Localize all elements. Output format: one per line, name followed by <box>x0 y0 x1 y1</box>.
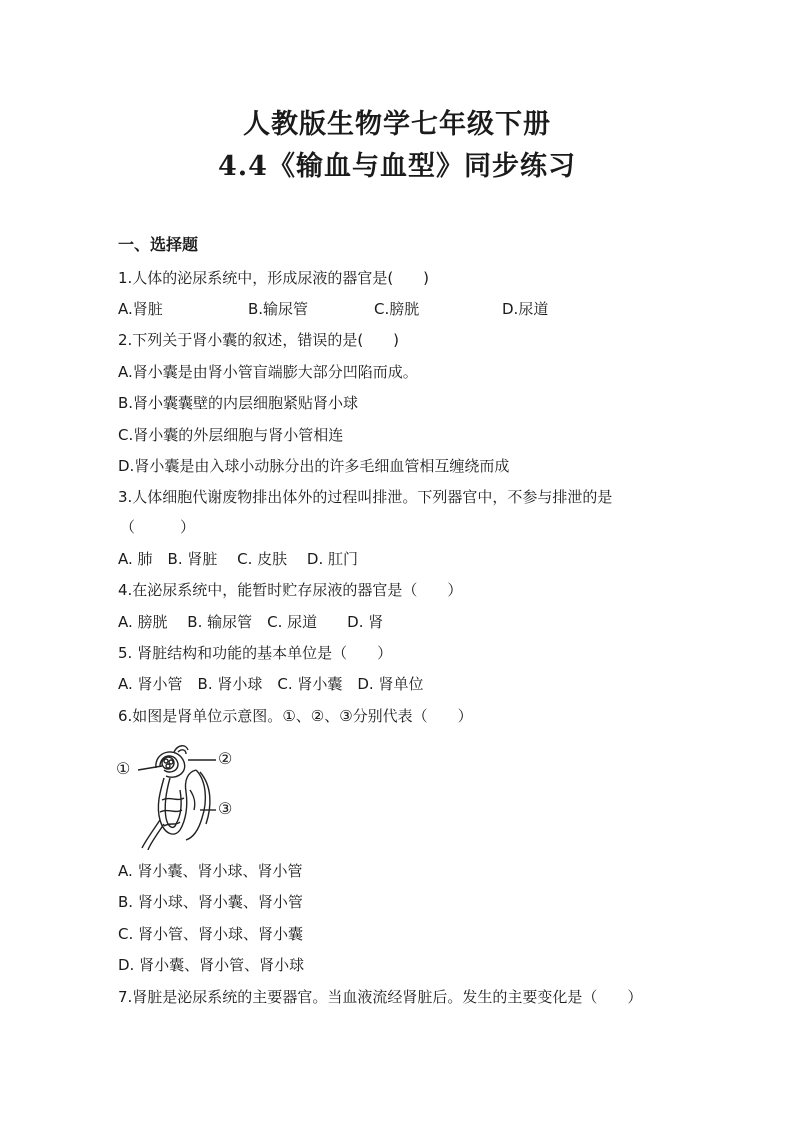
diagram-label-2: ② <box>218 749 233 768</box>
diagram-label-1: ① <box>116 759 131 778</box>
question-5-stem: 5. 肾脏结构和功能的基本单位是（ ） <box>118 644 393 662</box>
question-4-stem: 4.在泌尿系统中，能暂时贮存尿液的器官是（ ） <box>118 581 463 599</box>
option-c: C.膀胱 <box>374 300 420 318</box>
question-6-option-d: D. 肾小囊、肾小管、肾小球 <box>118 956 305 974</box>
question-7-stem: 7.肾脏是泌尿系统的主要器官。当血液流经肾脏后。发生的主要变化是（ ） <box>118 988 643 1006</box>
question-2-stem: 2.下列关于肾小囊的叙述，错误的是( ) <box>118 331 400 349</box>
question-2-option-b: B.肾小囊囊壁的内层细胞紧贴肾小球 <box>118 394 359 412</box>
option-d: D.尿道 <box>502 300 549 318</box>
question-2-option-a: A.肾小囊是由肾小管盲端膨大部分凹陷而成。 <box>118 363 418 381</box>
question-3-options: A. 肺 B. 肾脏 C. 皮肤 D. 肛门 <box>118 550 358 568</box>
question-3-answer-blank: （ ） <box>120 518 196 536</box>
section-heading: 一、选择题 <box>118 235 199 254</box>
doc-title: 人教版生物学七年级下册 <box>243 109 551 140</box>
diagram-label-3: ③ <box>218 799 233 818</box>
question-6-option-c: C. 肾小管、肾小球、肾小囊 <box>118 925 304 943</box>
question-5-options: A. 肾小管 B. 肾小球 C. 肾小囊 D. 肾单位 <box>118 675 424 693</box>
nephron-diagram <box>116 740 246 850</box>
question-6-stem: 6.如图是肾单位示意图。①、②、③分别代表（ ） <box>118 707 473 725</box>
doc-subtitle: 4.4《输血与血型》同步练习 <box>218 151 576 182</box>
question-6-option-b: B. 肾小球、肾小囊、肾小管 <box>118 893 303 911</box>
question-3-stem: 3.人体细胞代谢废物排出体外的过程叫排泄。下列器官中，不参与排泄的是 <box>118 488 613 506</box>
question-1-stem: 1.人体的泌尿系统中，形成尿液的器官是( ) <box>118 269 430 287</box>
question-6-option-a: A. 肾小囊、肾小球、肾小管 <box>118 862 303 880</box>
question-2-option-c: C.肾小囊的外层细胞与肾小管相连 <box>118 426 344 444</box>
question-2-option-d: D.肾小囊是由入球小动脉分出的许多毛细血管相互缠绕而成 <box>118 457 510 475</box>
question-4-options: A. 膀胱 B. 输尿管 C. 尿道 D. 肾 <box>118 613 384 631</box>
option-b: B.输尿管 <box>248 300 309 318</box>
option-a: A.肾脏 <box>118 300 163 318</box>
question-1-options <box>118 299 718 319</box>
